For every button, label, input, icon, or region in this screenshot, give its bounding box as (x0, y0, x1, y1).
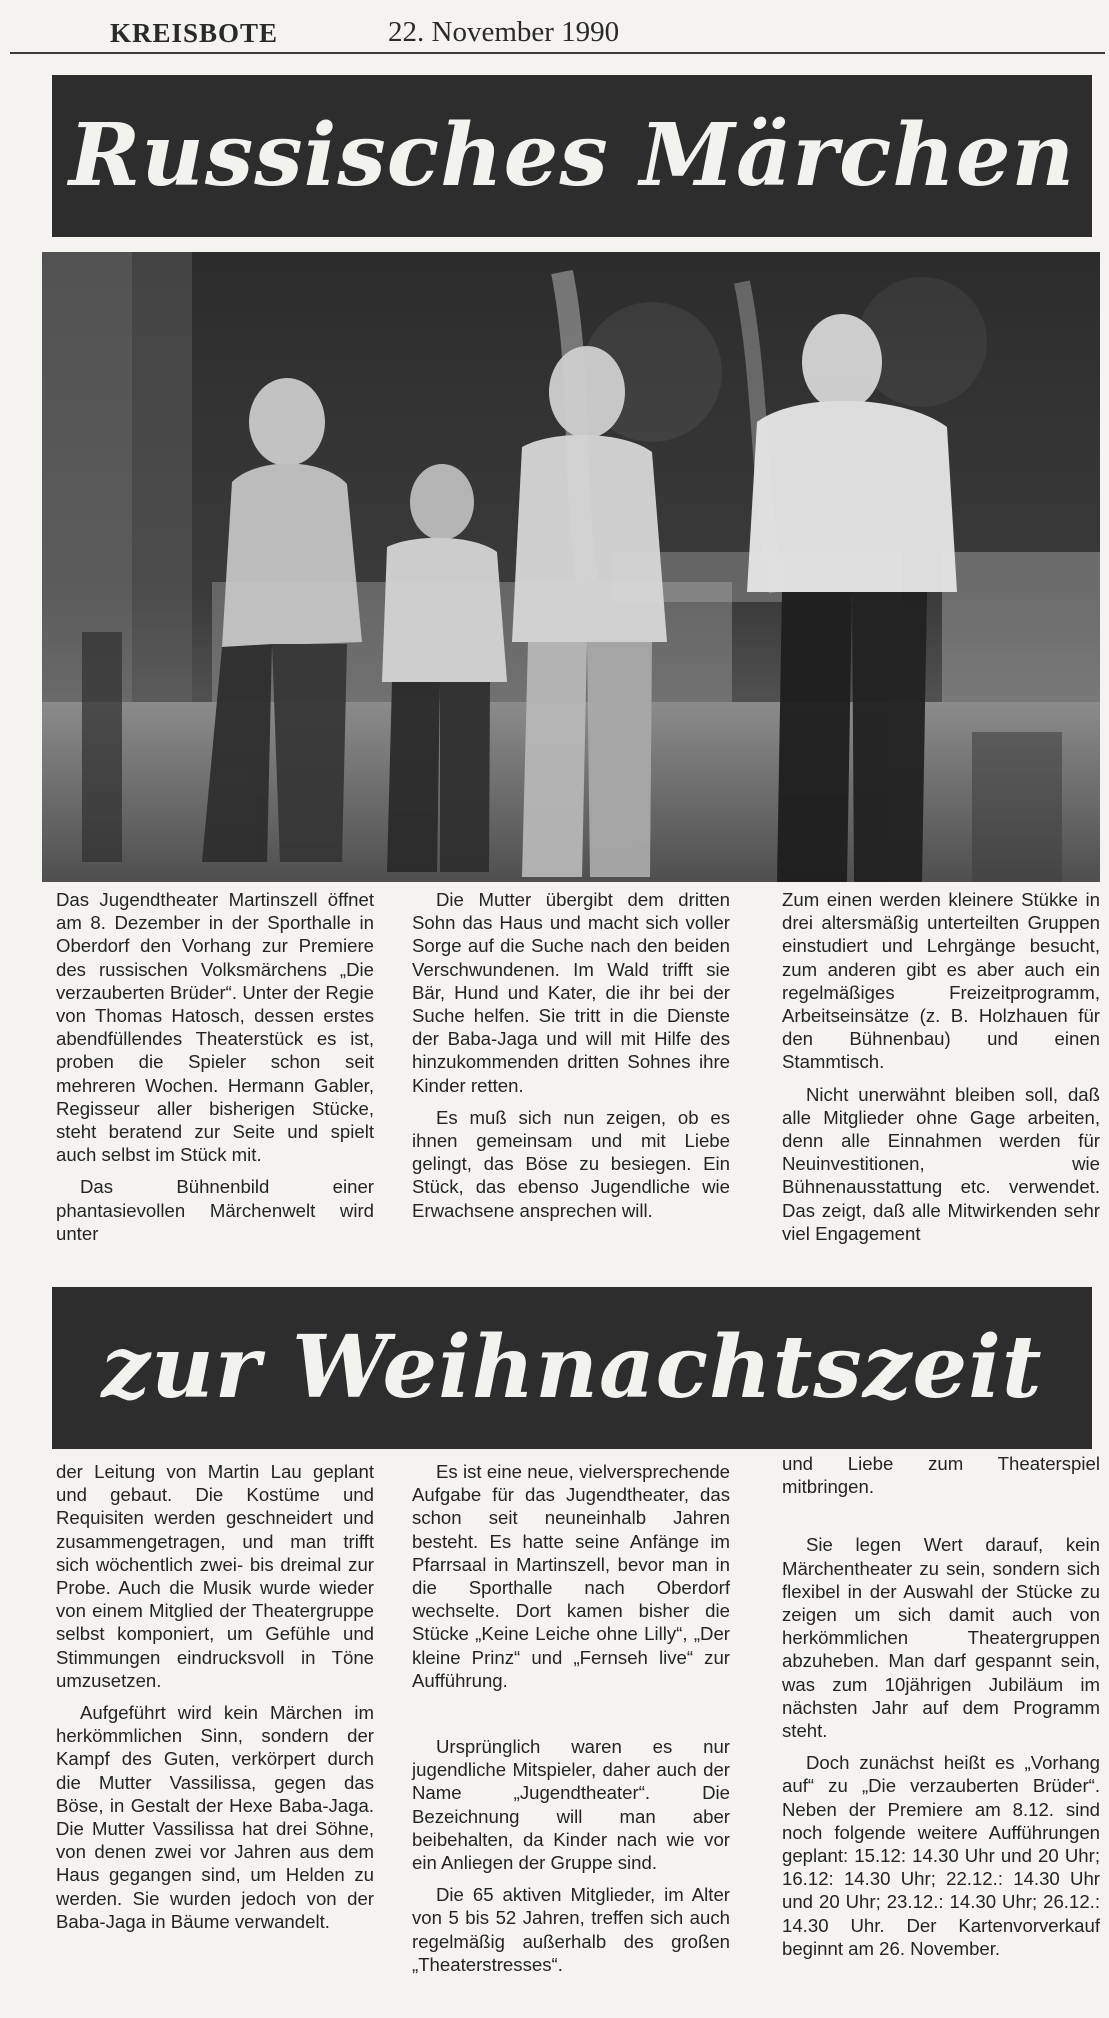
column-spacer (412, 1701, 730, 1735)
stage-photo (42, 252, 1100, 882)
article-column-top-2 (412, 888, 730, 1231)
paragraph-top-3-1: Zum einen werden kleinere Stükke in drei altersmäßig unterteilten Gruppen einstudiert und Lehrgänge besucht, zum anderen gibt es aber auch ein regelmäßiges Freizeitprogramm, Arbeitseinsätze (z. B. Holzhauen für den Bühnenbau) und einen Stammtisch. (782, 889, 1100, 1073)
paragraph-bottom-3-1: und Liebe zum Theaterspiel mitbringen. (782, 1453, 1100, 1498)
masthead (10, 10, 1105, 54)
paragraph-bottom-2-2: Ursprünglich waren es nur jugendliche Mitspieler, daher auch der Name „Jugendtheater“. Die Bezeichnung will man aber beibehalten, da Kinder nach wie vor ein Anliegen der Gruppe sind. (412, 1736, 730, 1874)
column-spacer (782, 1507, 1100, 1533)
newspaper-name: KREISBOTE (110, 18, 279, 48)
paragraph-bottom-2-3: Die 65 aktiven Mitglieder, im Alter von 5 bis 52 Jahren, treffen sich auch regelmäßig außerhalb des großen „Theaterstresses“. (412, 1884, 730, 1975)
paragraph-top-3-2: Nicht unerwähnt bleiben soll, daß alle Mitglieder ohne Gage arbeiten, denn alle Einnahmen werden für Neuinvestitionen, wie Bühnenausstattung etc. verwendet. Das zeigt, daß alle Mitwirkenden sehr viel Engagement (782, 1083, 1100, 1244)
paragraph-bottom-1-1: der Leitung von Martin Lau geplant und gebaut. Die Kostüme und Requisiten werden geschneidert und zusammengetragen, und man trifft sich wöchentlich zwei- bis dreimal zur Probe. Auch die Musik wurde wieder von einem Mitglied der Theatergruppe selbst komponiert, um Gefühle und Stimmungen eindrucksvoll in Töne umzusetzen. (56, 1461, 374, 1691)
paragraph-bottom-1-2: Aufgeführt wird kein Märchen im herkömmlichen Sinn, sondern der Kampf des Guten, verkörpert durch die Mutter Vassilissa, gegen das Böse, in Gestalt der Hexe Baba-Jaga. Die Mutter Vassilissa hat drei Söhne, von denen zwei vor Jahren aus dem Haus gegangen sind, um Helden zu werden. Sie wurden jedoch von der Baba-Jaga in Bäume verwandelt. (56, 1702, 374, 1932)
headline-banner-top (52, 75, 1092, 237)
paragraph-bottom-3-3: Doch zunächst heißt es „Vorhang auf“ zu „Die verzauberten Brüder“. Neben der Premiere am 8.12. sind noch folgende weitere Aufführungen geplant: 15.12: 14.30 Uhr und 20 Uhr; 16.12: 14.30 Uhr; 22.12.: 14.30 Uhr und 20 Uhr; 23.12.: 14.30 Uhr; 26.12.: 14.30 Uhr. Der Kartenvorverkauf beginnt am 26. November. (782, 1752, 1100, 1959)
article-column-bottom-2 (412, 1460, 730, 1985)
headline-banner-bottom (52, 1287, 1092, 1449)
paragraph-bottom-3-2: Sie legen Wert darauf, kein Märchentheater zu sein, sondern sich flexibel in der Auswahl der Stücke zu zeigen um sich damit auch von herkömmlichen Theatergruppen abzuheben. Man darf gespannt sein, was zum 10jährigen Jubiläum im nächsten Jahr auf dem Programm steht. (782, 1534, 1100, 1742)
paragraph-top-2-1: Die Mutter übergibt dem dritten Sohn das Haus und macht sich voller Sorge auf die Suche nach den beiden Verschwundenen. Im Wald trifft sie Bär, Hund und Kater, die ihr bei der Suche helfen. Sie tritt in die Dienste der Baba-Jaga und will mit Hilfe des hinzukommenden dritten Sohnes ihre Kinder retten. (412, 889, 730, 1096)
article-column-bottom-1 (56, 1460, 374, 1942)
headline-top: Russisches Märchen (68, 105, 1076, 206)
headline-bottom: zur Weihnachtszeit (101, 1317, 1043, 1418)
paragraph-bottom-2-1: Es ist eine neue, vielversprechende Aufgabe für das Jugendtheater, das schon seit neuneinhalb Jahren besteht. Es hatte seine Anfänge im Pfarrsaal in Martinszell, bevor man in die Sporthalle nach Oberdorf wechselte. Dort kamen bisher die Stücke „Keine Leiche ohne Lilly“, „Der kleine Prinz“ und „Fernseh live“ zur Aufführung. (412, 1461, 730, 1691)
article-column-top-1 (56, 888, 374, 1254)
stage-photo-illustration (42, 252, 1100, 882)
paragraph-top-2-2: Es muß sich nun zeigen, ob es ihnen gemeinsam und mit Liebe gelingt, das Böse zu besiegen. Ein Stück, das ebenso Jugendliche wie Erwachsene ansprechen will. (412, 1106, 730, 1221)
paragraph-top-1-2: Das Bühnenbild einer phantasievollen Märchenwelt wird unter (56, 1176, 374, 1244)
article-column-bottom-3 (782, 1452, 1100, 1969)
issue-date: 22. November 1990 (388, 16, 620, 48)
paragraph-top-1-1: Das Jugendtheater Martinszell öffnet am 8. Dezember in der Sporthalle in Oberdorf den Vorhang zur Premiere des russischen Volksmärchens „Die verzauberten Brüder“. Unter der Regie von Thomas Hatosch, dessen erstes abendfüllendes Theaterstück es ist, proben die Spieler schon seit mehreren Wochen. Hermann Gabler, Regisseur aller bisherigen Stücke, steht beratend zur Seite und spielt auch selbst im Stück mit. (56, 889, 374, 1166)
article-column-top-3 (782, 888, 1100, 1254)
